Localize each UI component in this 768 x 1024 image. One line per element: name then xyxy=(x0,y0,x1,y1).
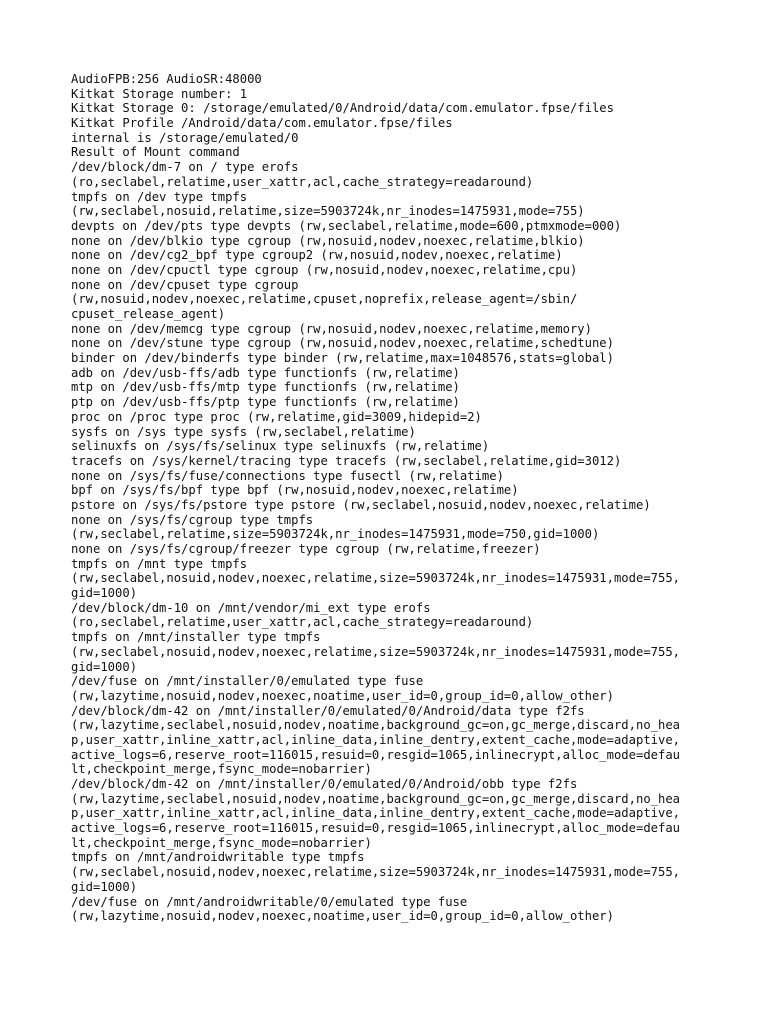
log-line: none on /dev/cg2_bpf type cgroup2 (rw,nosuid,nodev,noexec,relatime) xyxy=(71,248,563,263)
log-line: Kitkat Profile /Android/data/com.emulator.fpse/files xyxy=(71,116,453,131)
log-line: pstore on /sys/fs/pstore type pstore (rw,seclabel,nosuid,nodev,noexec,relatime) xyxy=(71,497,651,512)
log-line: /dev/block/dm-7 on / type erofs xyxy=(71,160,299,175)
log-line: tracefs on /sys/kernel/tracing type tracefs (rw,seclabel,relatime,gid=3012) xyxy=(71,453,622,468)
log-line: (rw,seclabel,nosuid,nodev,noexec,relatime,size=5903724k,nr_inodes=1475931,mode=755, xyxy=(71,644,681,659)
log-line: (ro,seclabel,relatime,user_xattr,acl,cache_strategy=readaround) xyxy=(71,615,534,630)
log-line: Kitkat Storage number: 1 xyxy=(71,86,248,101)
log-line: none on /dev/blkio type cgroup (rw,nosuid,nodev,noexec,relatime,blkio) xyxy=(71,233,585,248)
log-line: (rw,seclabel,nosuid,relatime,size=5903724k,nr_inodes=1475931,mode=755) xyxy=(71,204,585,219)
log-line: (rw,lazytime,seclabel,nosuid,nodev,noatime,background_gc=on,gc_merge,discard,no_hea xyxy=(71,718,681,733)
log-line: Result of Mount command xyxy=(71,145,240,160)
log-line: lt,checkpoint_merge,fsync_mode=nobarrier) xyxy=(71,835,372,850)
log-line: (rw,nosuid,nodev,noexec,relatime,cpuset,noprefix,release_agent=/sbin/ xyxy=(71,292,578,307)
log-line: tmpfs on /mnt/androidwritable type tmpfs xyxy=(71,850,365,865)
log-line: /dev/fuse on /mnt/androidwritable/0/emulated type fuse xyxy=(71,894,468,909)
log-line: none on /sys/fs/fuse/connections type fusectl (rw,relatime) xyxy=(71,468,504,483)
log-line: none on /dev/cpuctl type cgroup (rw,nosuid,nodev,noexec,relatime,cpu) xyxy=(71,262,578,277)
log-line: p,user_xattr,inline_xattr,acl,inline_data,inline_dentry,extent_cache,mode=adaptive, xyxy=(71,732,681,747)
log-line: proc on /proc type proc (rw,relatime,gid=3009,hidepid=2) xyxy=(71,409,482,424)
log-line: ptp on /dev/usb-ffs/ptp type functionfs (rw,relatime) xyxy=(71,395,460,410)
log-line: none on /sys/fs/cgroup type tmpfs xyxy=(71,512,314,527)
log-line: selinuxfs on /sys/fs/selinux type selinuxfs (rw,relatime) xyxy=(71,439,490,454)
log-line: lt,checkpoint_merge,fsync_mode=nobarrier) xyxy=(71,762,372,777)
log-line: bpf on /sys/fs/bpf type bpf (rw,nosuid,nodev,noexec,relatime) xyxy=(71,483,519,498)
log-line: none on /dev/stune type cgroup (rw,nosuid,nodev,noexec,relatime,schedtune) xyxy=(71,336,614,351)
log-line: none on /sys/fs/cgroup/freezer type cgroup (rw,relatime,freezer) xyxy=(71,542,541,556)
log-line: /dev/block/dm-10 on /mnt/vendor/mi_ext type erofs xyxy=(71,600,431,615)
log-line: /dev/block/dm-42 on /mnt/installer/0/emulated/0/Android/data type f2fs xyxy=(71,703,585,718)
log-line: (rw,lazytime,nosuid,nodev,noexec,noatime,user_id=0,group_id=0,allow_other) xyxy=(71,909,614,924)
log-line: /dev/block/dm-42 on /mnt/installer/0/emulated/0/Android/obb type f2fs xyxy=(71,777,578,791)
log-line: /dev/fuse on /mnt/installer/0/emulated type fuse xyxy=(71,674,424,689)
log-line: tmpfs on /mnt type tmpfs xyxy=(71,556,248,571)
log-line: (ro,seclabel,relatime,user_xattr,acl,cache_strategy=readaround) xyxy=(71,174,534,189)
log-line: (rw,seclabel,relatime,size=5903724k,nr_inodes=1475931,mode=750,gid=1000) xyxy=(71,527,600,542)
log-line: active_logs=6,reserve_root=116015,resuid=0,resgid=1065,inlinecrypt,alloc_mode=defau xyxy=(71,747,681,762)
log-line: active_logs=6,reserve_root=116015,resuid=0,resgid=1065,inlinecrypt,alloc_mode=defau xyxy=(71,821,681,836)
log-line: mtp on /dev/usb-ffs/mtp type functionfs (rw,relatime) xyxy=(71,380,460,395)
log-line: (rw,seclabel,nosuid,nodev,noexec,relatime,size=5903724k,nr_inodes=1475931,mode=755, xyxy=(71,865,681,880)
log-line: none on /dev/memcg type cgroup (rw,nosuid,nodev,noexec,relatime,memory) xyxy=(71,321,592,336)
log-line: sysfs on /sys type sysfs (rw,seclabel,relatime) xyxy=(71,424,416,439)
log-line: internal is /storage/emulated/0 xyxy=(71,130,299,145)
log-line: cpuset_release_agent) xyxy=(71,307,226,321)
log-line: tmpfs on /mnt/installer type tmpfs xyxy=(71,630,321,645)
log-line: (rw,lazytime,seclabel,nosuid,nodev,noatime,background_gc=on,gc_merge,discard,no_hea xyxy=(71,791,681,806)
log-line: none on /dev/cpuset type cgroup xyxy=(71,277,299,292)
log-line: tmpfs on /dev type tmpfs xyxy=(71,189,248,204)
log-line: gid=1000) xyxy=(71,659,138,674)
log-line: adb on /dev/usb-ffs/adb type functionfs (rw,relatime) xyxy=(71,365,460,380)
log-line: binder on /dev/binderfs type binder (rw,relatime,max=1048576,stats=global) xyxy=(71,351,614,366)
log-line: p,user_xattr,inline_xattr,acl,inline_data,inline_dentry,extent_cache,mode=adaptive, xyxy=(71,806,681,821)
log-line: (rw,lazytime,nosuid,nodev,noexec,noatime,user_id=0,group_id=0,allow_other) xyxy=(71,688,614,703)
log-line: devpts on /dev/pts type devpts (rw,seclabel,relatime,mode=600,ptmxmode=000) xyxy=(71,218,622,233)
log-line: gid=1000) xyxy=(71,879,138,894)
log-line: (rw,seclabel,nosuid,nodev,noexec,relatime,size=5903724k,nr_inodes=1475931,mode=755, xyxy=(71,571,681,586)
mount-log-text xyxy=(71,72,711,924)
log-line: AudioFPB:256 AudioSR:48000 xyxy=(71,72,262,86)
log-line: gid=1000) xyxy=(71,586,138,601)
log-line: Kitkat Storage 0: /storage/emulated/0/Android/data/com.emulator.fpse/files xyxy=(71,101,614,116)
